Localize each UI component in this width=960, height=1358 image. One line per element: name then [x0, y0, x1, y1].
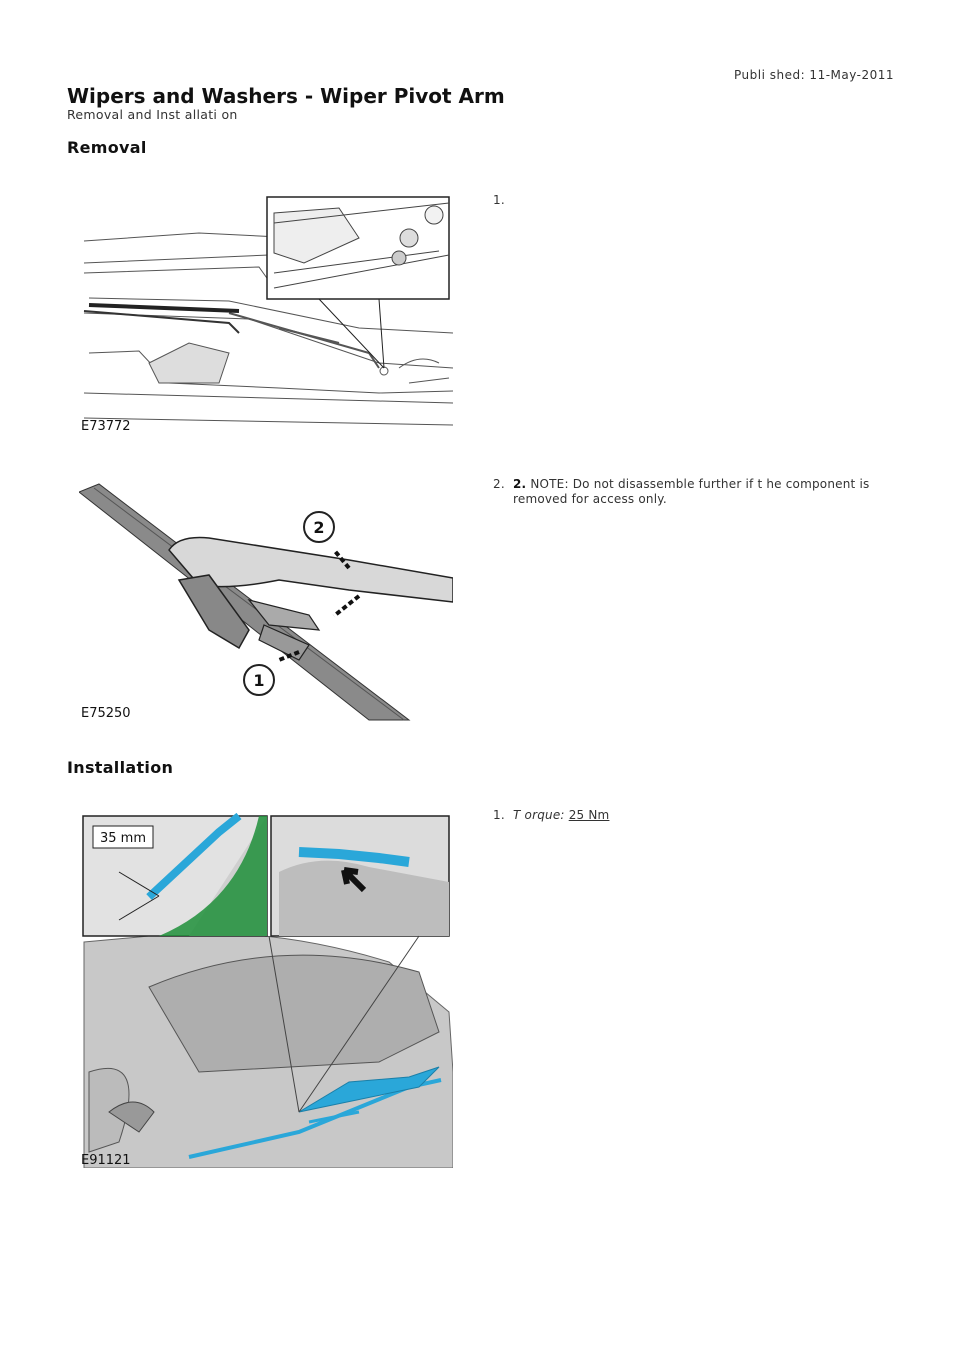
dimension-label: 35 mm: [99, 831, 147, 846]
figure-id-label: E75250: [81, 706, 131, 721]
step-note: NOTE: Do not disassemble further if t he component is removed for access only.: [513, 477, 870, 506]
step-text: [513, 808, 883, 823]
callout-2: 2: [313, 518, 325, 537]
step-bold-prefix: 2.: [513, 477, 527, 491]
figure-e91121: [79, 812, 453, 1168]
callout-1: 1: [253, 671, 265, 690]
figure-e75250: [79, 480, 453, 722]
figure-id-label: E91121: [81, 1153, 131, 1168]
page-subtitle: Removal and Inst allati on: [67, 107, 238, 122]
step-number: 2.: [493, 477, 505, 491]
step-number: 1.: [493, 808, 505, 822]
figure-id-label: E73772: [81, 419, 131, 434]
torque-label: T orque:: [513, 808, 565, 822]
published-date: Publi shed: 11-May-2011: [733, 68, 894, 82]
torque-value-link[interactable]: 25 Nm: [568, 808, 610, 822]
step-number: 1.: [493, 193, 505, 207]
removal-heading: Removal: [67, 138, 147, 157]
page-title: Wipers and Washers - Wiper Pivot Arm: [67, 84, 505, 108]
installation-heading: Installation: [67, 758, 174, 777]
step-text: [513, 477, 883, 507]
figure-e73772: [79, 193, 453, 435]
